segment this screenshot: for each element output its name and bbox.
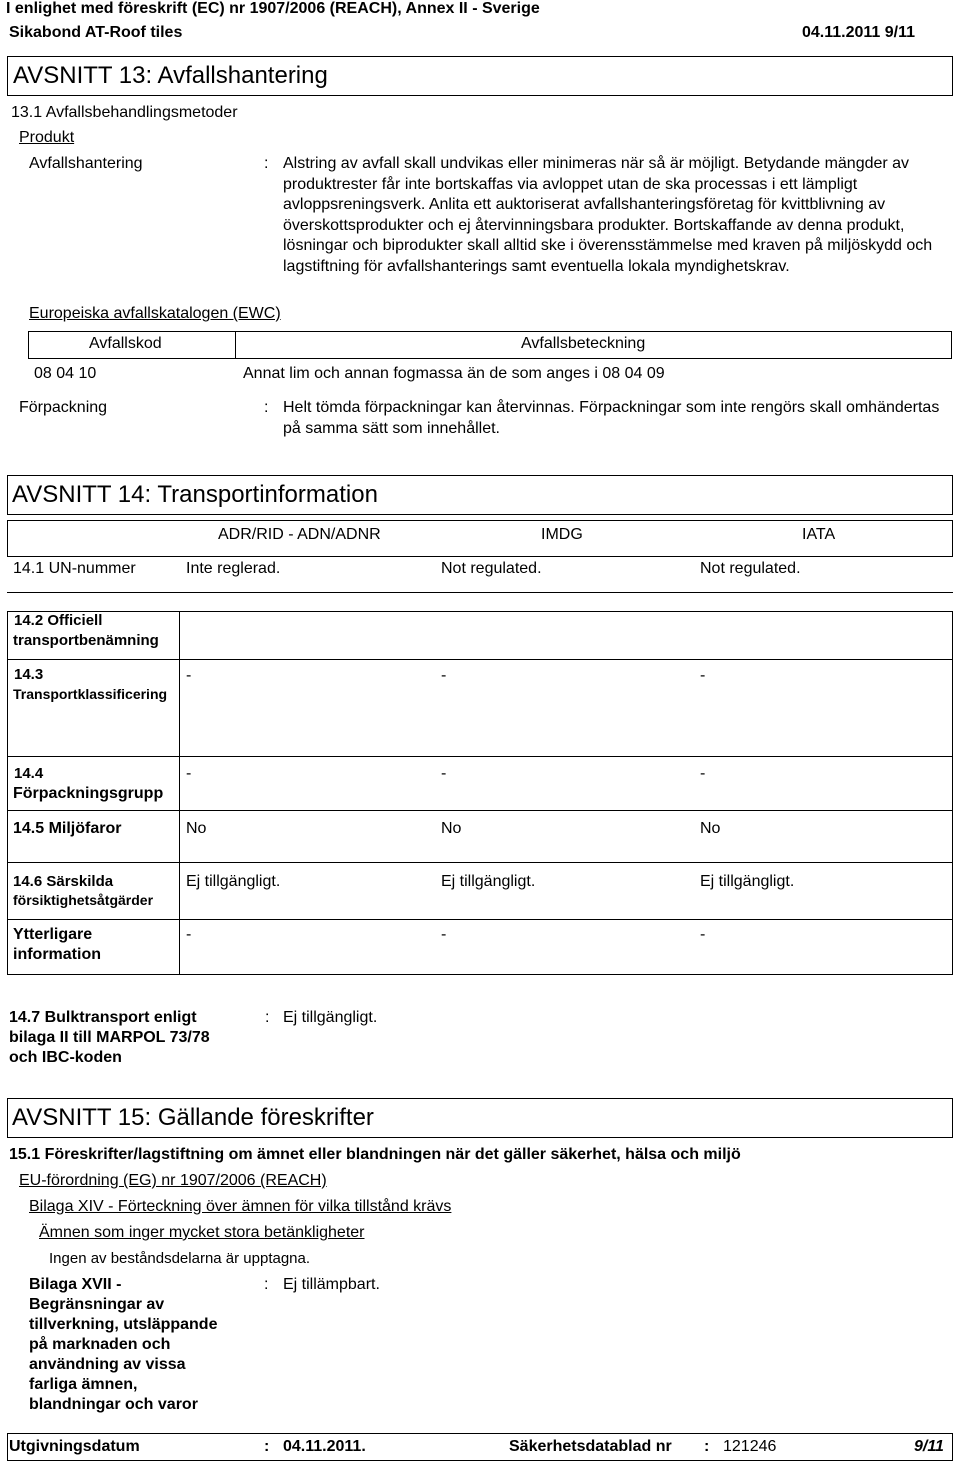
ewc-table-right <box>951 331 952 359</box>
row-divider <box>7 611 953 612</box>
colon: : <box>265 1009 270 1026</box>
row-divider <box>7 659 953 660</box>
transport-table-left <box>7 520 8 556</box>
colon: : <box>704 1438 710 1455</box>
row-divider <box>7 756 953 757</box>
colon: : <box>264 155 269 172</box>
footer-issue-label: Utgivningsdatum <box>9 1438 140 1455</box>
annex-xvii-label-1: Bilaga XVII - <box>29 1276 122 1293</box>
ewc-table-top <box>28 331 952 332</box>
footer-sds-number: 121246 <box>723 1438 777 1455</box>
section-13-1-heading: 13.1 Avfallsbehandlingsmetoder <box>11 104 238 121</box>
row-additional-label-2: information <box>13 946 101 963</box>
colon: : <box>264 1438 270 1455</box>
row-precautions-label-1: 14.6 Särskilda <box>13 873 114 890</box>
annex-xvii-label-3: tillverkning, utsläppande <box>29 1316 218 1333</box>
ewc-heading: Europeiska avfallskatalogen (EWC) <box>29 305 281 322</box>
col-imdg: IMDG <box>541 526 583 543</box>
row-name-label-2: transportbenämning <box>13 632 159 649</box>
bulk-value: Ej tillgängligt. <box>283 1009 378 1026</box>
produkt-heading: Produkt <box>19 129 75 146</box>
env-adr: No <box>186 820 207 837</box>
ewc-table-divider <box>235 331 236 359</box>
svhc-heading: Ämnen som inger mycket stora betänkligheter <box>39 1224 365 1241</box>
col-avfallskod: Avfallskod <box>89 335 162 352</box>
bulk-label-2: bilaga II till MARPOL 73/78 <box>9 1029 210 1046</box>
row-name-label-1: 14.2 Officiell <box>14 612 103 629</box>
section-13-title: AVSNITT 13: Avfallshantering <box>13 62 328 89</box>
packgroup-iata: - <box>700 765 706 782</box>
transport-body-left <box>7 611 8 975</box>
precautions-imdg: Ej tillgängligt. <box>441 873 536 890</box>
transport-header-bottom <box>7 556 953 557</box>
forpackning-text: Helt tömda förpackningar kan återvinnas. Förpackningar som inte rengörs skall omhändertas på samma sätt som innehållet. <box>283 399 940 437</box>
row-env-label: 14.5 Miljöfaror <box>13 820 122 837</box>
svhc-none-text: Ingen av beståndsdelarna är upptagna. <box>49 1250 311 1267</box>
row-class-label-1: 14.3 <box>14 666 44 683</box>
env-imdg: No <box>441 820 462 837</box>
row-un-label: 14.1 UN-nummer <box>13 560 136 577</box>
packgroup-imdg: - <box>441 765 447 782</box>
additional-iata: - <box>700 926 706 943</box>
row-packgroup-label-1: 14.4 <box>14 765 44 782</box>
row-divider <box>7 919 953 920</box>
annex-xvii-label-5: användning av vissa <box>29 1356 186 1373</box>
footer-issue-date: 04.11.2011. <box>283 1438 366 1455</box>
forpackning-label: Förpackning <box>19 399 108 416</box>
un-adr: Inte reglerad. <box>186 560 281 577</box>
footer-sds-label: Säkerhetsdatablad nr <box>509 1438 672 1455</box>
section-15-1-heading: 15.1 Föreskrifter/lagstiftning om ämnet eller blandningen när det gäller säkerhet, hälsa och miljö <box>9 1146 741 1163</box>
transport-table-right <box>952 520 953 556</box>
row-precautions-label-2: försiktighetsåtgärder <box>13 892 154 908</box>
class-adr: - <box>186 667 192 684</box>
row-divider <box>7 810 953 811</box>
row-divider <box>7 862 953 863</box>
ewc-table-header-bottom <box>28 358 952 359</box>
annex-xiv-heading: Bilaga XIV - Förteckning över ämnen för vilka tillstånd krävs <box>29 1198 452 1215</box>
transport-body-right <box>952 611 953 975</box>
annex-xvii-label-7: blandningar och varor <box>29 1396 198 1413</box>
annex-xvii-label-2: Begränsningar av <box>29 1296 165 1313</box>
un-imdg: Not regulated. <box>441 560 542 577</box>
header-title: I enlighet med föreskrift (EC) nr 1907/2006 (REACH), Annex II - Sverige <box>6 0 540 17</box>
col-iata: IATA <box>802 526 836 543</box>
packgroup-adr: - <box>186 765 192 782</box>
precautions-iata: Ej tillgängligt. <box>700 873 795 890</box>
bulk-label-3: och IBC-koden <box>9 1049 122 1066</box>
annex-xvii-value: Ej tillämpbart. <box>283 1276 380 1293</box>
section-15-title: AVSNITT 15: Gällande föreskrifter <box>12 1104 374 1131</box>
waste-description: Annat lim och annan fogmassa än de som anges i 08 04 09 <box>243 365 665 382</box>
ewc-table-left <box>28 331 29 359</box>
avfallshantering-text: Alstring av avfall skall undvikas eller minimeras när så är möjligt. Betydande mängder av produktrester får inte bortskaffas via avloppet utan de ska processas i ett lämpligt avloppsreningsverk. Anlita ett auktoriserat avfallshanteringsföretag för kvittblivning av överskottsprodukter och ej återvinningsbara produkter. Bortskaffande av denna produkt, lösningar och biprodukter skall alltid ske i överensstämmelse med kraven på miljöskydd och lagstiftning för avfallshanterings samt eventuella lokala myndighetskrav. <box>283 155 933 275</box>
col-adr: ADR/RID - ADN/ADNR <box>218 526 381 543</box>
class-imdg: - <box>441 667 447 684</box>
avfallshantering-label: Avfallshantering <box>29 155 143 172</box>
row-additional-label-1: Ytterligare <box>13 926 93 943</box>
un-iata: Not regulated. <box>700 560 801 577</box>
footer-box <box>7 1433 953 1461</box>
row-divider <box>7 592 953 593</box>
footer-page: 9/11 <box>914 1438 944 1455</box>
env-iata: No <box>700 820 721 837</box>
section-14-title: AVSNITT 14: Transportinformation <box>12 481 378 508</box>
transport-table-bottom <box>7 974 953 975</box>
row-packgroup-label-2: Förpackningsgrupp <box>13 785 164 802</box>
bulk-label-1: 14.7 Bulktransport enligt <box>9 1009 197 1026</box>
additional-imdg: - <box>441 926 447 943</box>
header-date-page: 04.11.2011 9/11 <box>802 24 916 41</box>
transport-body-divider <box>179 611 180 975</box>
annex-xvii-label-4: på marknaden och <box>29 1336 171 1353</box>
class-iata: - <box>700 667 706 684</box>
waste-code: 08 04 10 <box>34 365 97 382</box>
annex-xvii-label-6: farliga ämnen, <box>29 1376 138 1393</box>
eu-regulation-heading: EU-förordning (EG) nr 1907/2006 (REACH) <box>19 1172 327 1189</box>
transport-table-top <box>7 520 953 521</box>
colon: : <box>264 1276 269 1293</box>
additional-adr: - <box>186 926 192 943</box>
col-avfallsbeteckning: Avfallsbeteckning <box>521 335 646 352</box>
row-class-label-2: Transportklassificering <box>13 686 168 702</box>
precautions-adr: Ej tillgängligt. <box>186 873 281 890</box>
colon: : <box>264 399 269 416</box>
header-product: Sikabond AT-Roof tiles <box>9 24 183 41</box>
